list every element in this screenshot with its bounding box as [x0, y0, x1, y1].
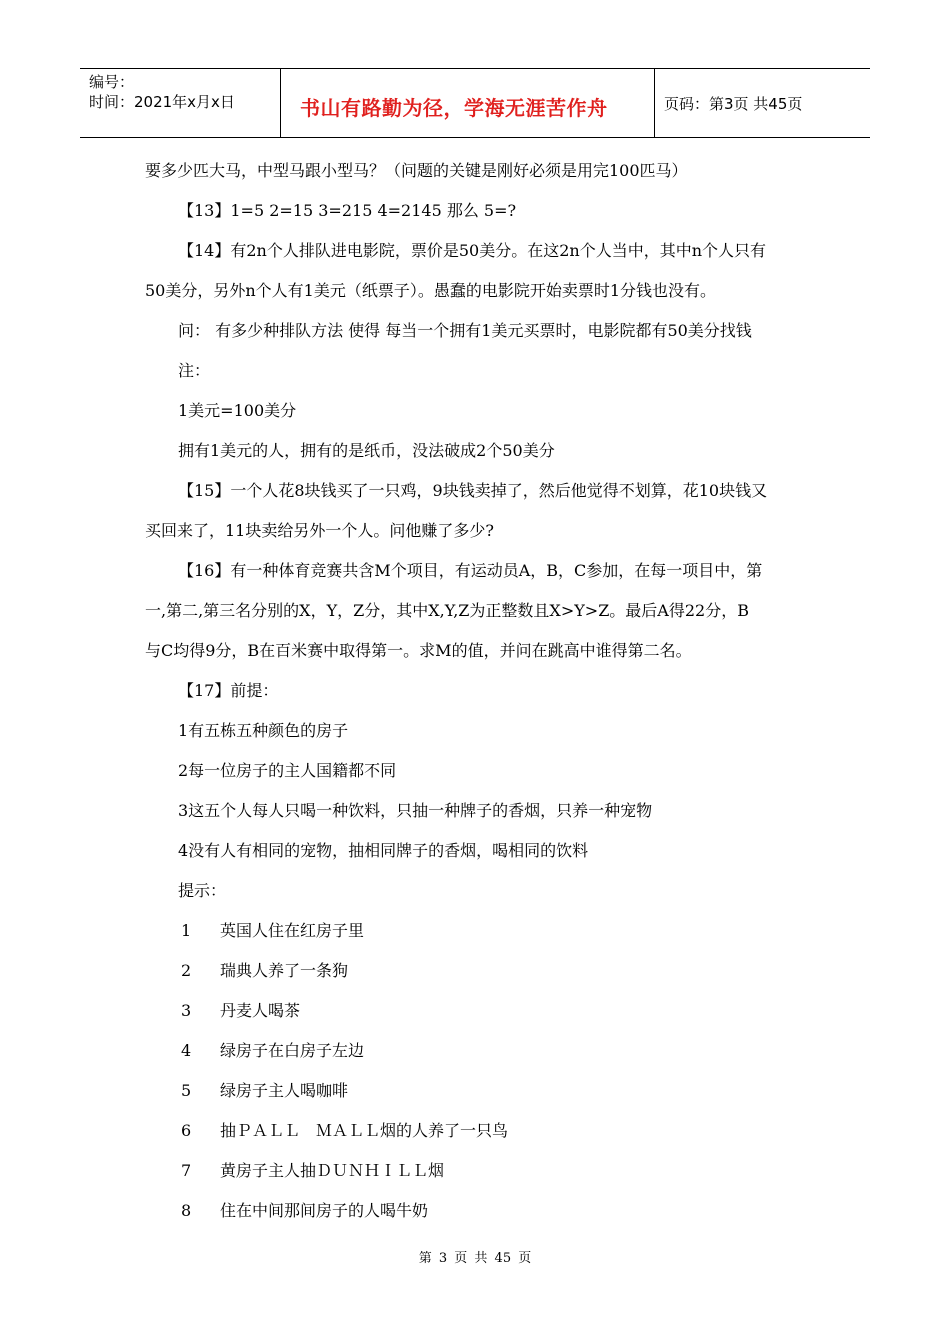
hint-text: 黄房子主人抽ＤＵＮＨＩＬＬ烟 — [220, 1161, 445, 1180]
hint-text: 绿房子在白房子左边 — [220, 1041, 365, 1060]
number-label: 编号： — [89, 73, 135, 91]
hint-number: 2 — [181, 961, 192, 980]
hint-text: 瑞典人养了一条狗 — [220, 961, 349, 980]
body-line: 提示： — [178, 881, 227, 900]
body-line: 买回来了，11块卖给另外一个人。问他赚了多少? — [145, 521, 494, 540]
page-label: 页码：第3页 共45页 — [664, 95, 803, 113]
hint-number: 1 — [181, 921, 192, 940]
body-line: 一,第二,第三名分别的X，Y，Z分，其中X,Y,Z为正整数且X>Y>Z。最后A得22分，B — [145, 601, 749, 620]
hint-number: 4 — [181, 1041, 192, 1060]
hint-text: 住在中间那间房子的人喝牛奶 — [220, 1201, 429, 1220]
motto: 书山有路勤为径，学海无涯苦作舟 — [300, 96, 608, 120]
hint-text: 绿房子主人喝咖啡 — [220, 1081, 349, 1100]
hint-number: 3 — [181, 1001, 192, 1020]
body-line: 【14】有2n个人排队进电影院，票价是50美分。在这2n个人当中，其中n个人只有 — [178, 241, 766, 260]
body-line: 要多少匹大马，中型马跟小型马？（问题的关键是刚好必须是用完100匹马） — [145, 161, 688, 180]
page-header — [80, 68, 870, 138]
header-motto-cell — [280, 69, 655, 137]
hint-text: 英国人住在红房子里 — [220, 921, 365, 940]
date-label: 时间：2021年x月x日 — [89, 93, 235, 111]
body-line: 【13】1=5 2=15 3=215 4=2145 那么 5=? — [178, 201, 517, 220]
hint-number: 7 — [181, 1161, 192, 1180]
body-line: 1有五栋五种颜色的房子 — [178, 721, 349, 740]
page-footer: 第 3 页 共 45 页 — [418, 1251, 532, 1266]
body-line: 【17】前提： — [178, 681, 279, 700]
header-info-cell — [80, 69, 281, 137]
body-line: 与C均得9分，B在百米赛中取得第一。求M的值，并问在跳高中谁得第二名。 — [145, 641, 692, 660]
hint-number: 6 — [181, 1121, 192, 1140]
hint-text: 抽ＰＡＬＬ ＭＡＬＬ烟的人养了一只鸟 — [220, 1121, 509, 1140]
body-line: 【15】一个人花8块钱买了一只鸡，9块钱卖掉了，然后他觉得不划算，花10块钱又 — [178, 481, 768, 500]
body-line: 【16】有一种体育竞赛共含M个项目，有运动员A，B，C参加，在每一项目中，第 — [178, 561, 763, 580]
body-line: 问： 有多少种排队方法 使得 每当一个拥有1美元买票时，电影院都有50美分找钱 — [178, 321, 752, 340]
hint-number: 8 — [181, 1201, 192, 1220]
body-line: 50美分，另外n个人有1美元（纸票子）。愚蠢的电影院开始卖票时1分钱也没有。 — [145, 281, 717, 300]
body-line: 拥有1美元的人，拥有的是纸币，没法破成2个50美分 — [178, 441, 555, 460]
body-line: 4没有人有相同的宠物，抽相同牌子的香烟，喝相同的饮料 — [178, 841, 589, 860]
hint-text: 丹麦人喝茶 — [220, 1001, 301, 1020]
header-page-cell — [655, 69, 870, 137]
body-line: 2每一位房子的主人国籍都不同 — [178, 761, 397, 780]
hint-number: 5 — [181, 1081, 192, 1100]
body-line: 1美元=100美分 — [178, 401, 297, 420]
body-line: 注： — [178, 361, 211, 380]
body-line: 3这五个人每人只喝一种饮料，只抽一种牌子的香烟，只养一种宠物 — [178, 801, 653, 820]
